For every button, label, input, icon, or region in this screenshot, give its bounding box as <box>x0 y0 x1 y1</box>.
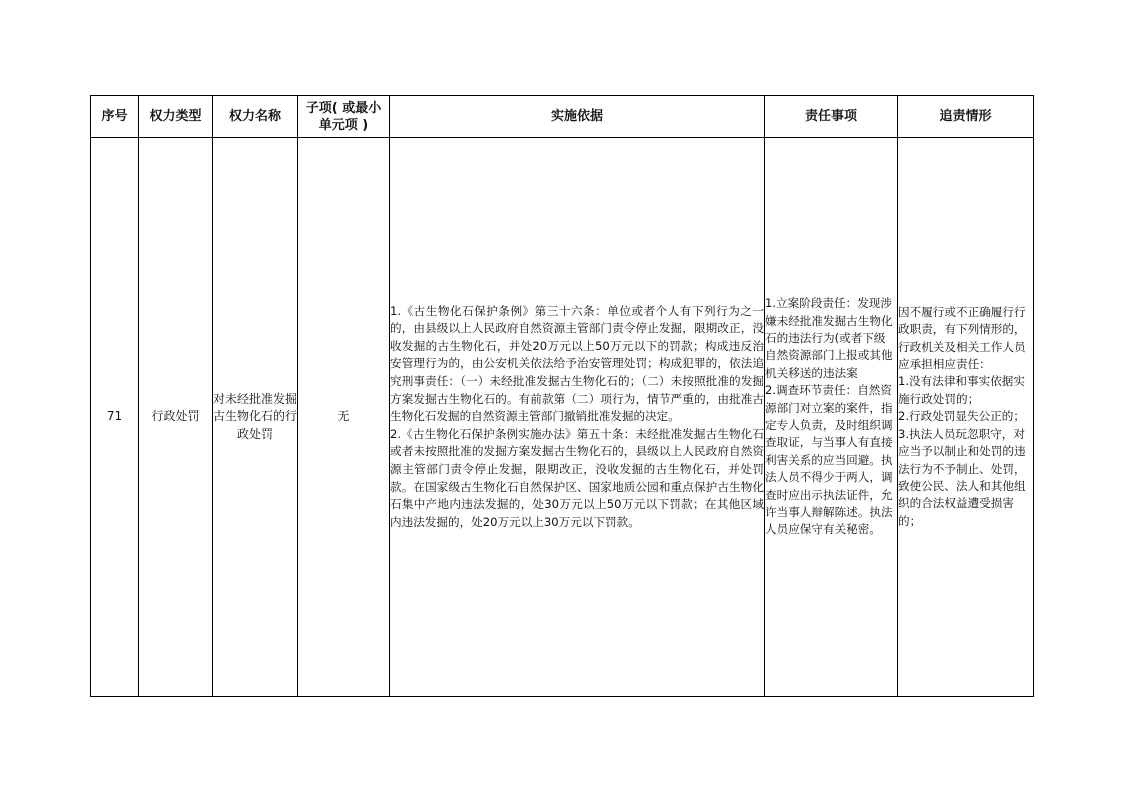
cell-blame <box>898 138 1034 697</box>
blame-paragraph-intro: 因不履行或不正确履行行政职责，有下列情形的，行政机关及相关工作人员应承担相应责任： <box>898 304 1026 372</box>
header-basis: 实施依据 <box>390 96 765 138</box>
blame-paragraph-1: 1.没有法律和事实依据实施行政处罚的； <box>898 374 1025 406</box>
duty-paragraph-2: 2.调查环节责任：自然资源部门对立案的案件，指定专人负责，及时组织调查取证，与当事人有直接利害关系的应当回避。执法人员不得少于两人，调查时应出示执法证件，允许当事人辩解陈述。执法人员应保守有关秘密。 <box>765 383 893 537</box>
header-power-name: 权力名称 <box>213 96 298 138</box>
duty-paragraph-1: 1.立案阶段责任：发现涉嫌未经批准发掘古生物化石的违法行为(或者下级自然资源部门上报或其他机关移送的违法案 <box>765 296 893 380</box>
cell-duty <box>765 138 898 697</box>
power-list-table <box>90 95 1034 697</box>
blame-paragraph-3: 3.执法人员玩忽职守，对应当予以制止和处罚的违法行为不予制止、处罚，致使公民、法人和其他组织的合法权益遭受损害的； <box>898 426 1026 528</box>
cell-power-type: 行政处罚 <box>139 138 213 697</box>
cell-power-name: 对未经批准发掘古生物化石的行政处罚 <box>213 138 298 697</box>
table-row <box>91 138 1034 697</box>
cell-seq: 71 <box>91 138 139 697</box>
basis-paragraph-2: 2.《古生物化石保护条例实施办法》第五十条：未经批准发掘古生物化石或者未按照批准的发掘方案发掘古生物化石的，县级以上人民政府自然资源主管部门责令停止发掘，限期改正，没收发掘的古生物化石，并处罚款。在国家级古生物化石自然保护区、国家地质公园和重点保护古生物化石集中产地内违法发掘的，处30万元以上50万元以下罚款；在其他区域内违法发掘的，处20万元以上30万元以下罚款。 <box>390 426 764 529</box>
cell-basis <box>390 138 765 697</box>
table-header-row <box>91 96 1034 138</box>
header-duty: 责任事项 <box>765 96 898 138</box>
blame-paragraph-2: 2.行政处罚显失公正的； <box>898 409 1025 424</box>
cell-sub-item: 无 <box>298 138 390 697</box>
header-blame: 追责情形 <box>898 96 1034 138</box>
header-seq: 序号 <box>91 96 139 138</box>
header-power-type: 权力类型 <box>139 96 213 138</box>
header-sub-item-label: 子项( 或最小单元项 ) <box>305 100 382 133</box>
header-sub-item <box>298 96 390 138</box>
basis-paragraph-1: 1.《古生物化石保护条例》第三十六条：单位或者个人有下列行为之一的，由县级以上人民政府自然资源主管部门责令停止发掘，限期改正，没收发掘的古生物化石，并处20万元以上50万元以下的罚款；构成违反治安管理行为的，由公安机关依法给予治安管理处罚；构成犯罪的，依法追究刑事责任：（一）未经批准发掘古生物化石的；（二）未按照批准的发掘方案发掘古生物化石的。有前款第（二）项行为，情节严重的，由批准古生物化石发掘的自然资源主管部门撤销批准发掘的决定。 <box>390 303 764 424</box>
